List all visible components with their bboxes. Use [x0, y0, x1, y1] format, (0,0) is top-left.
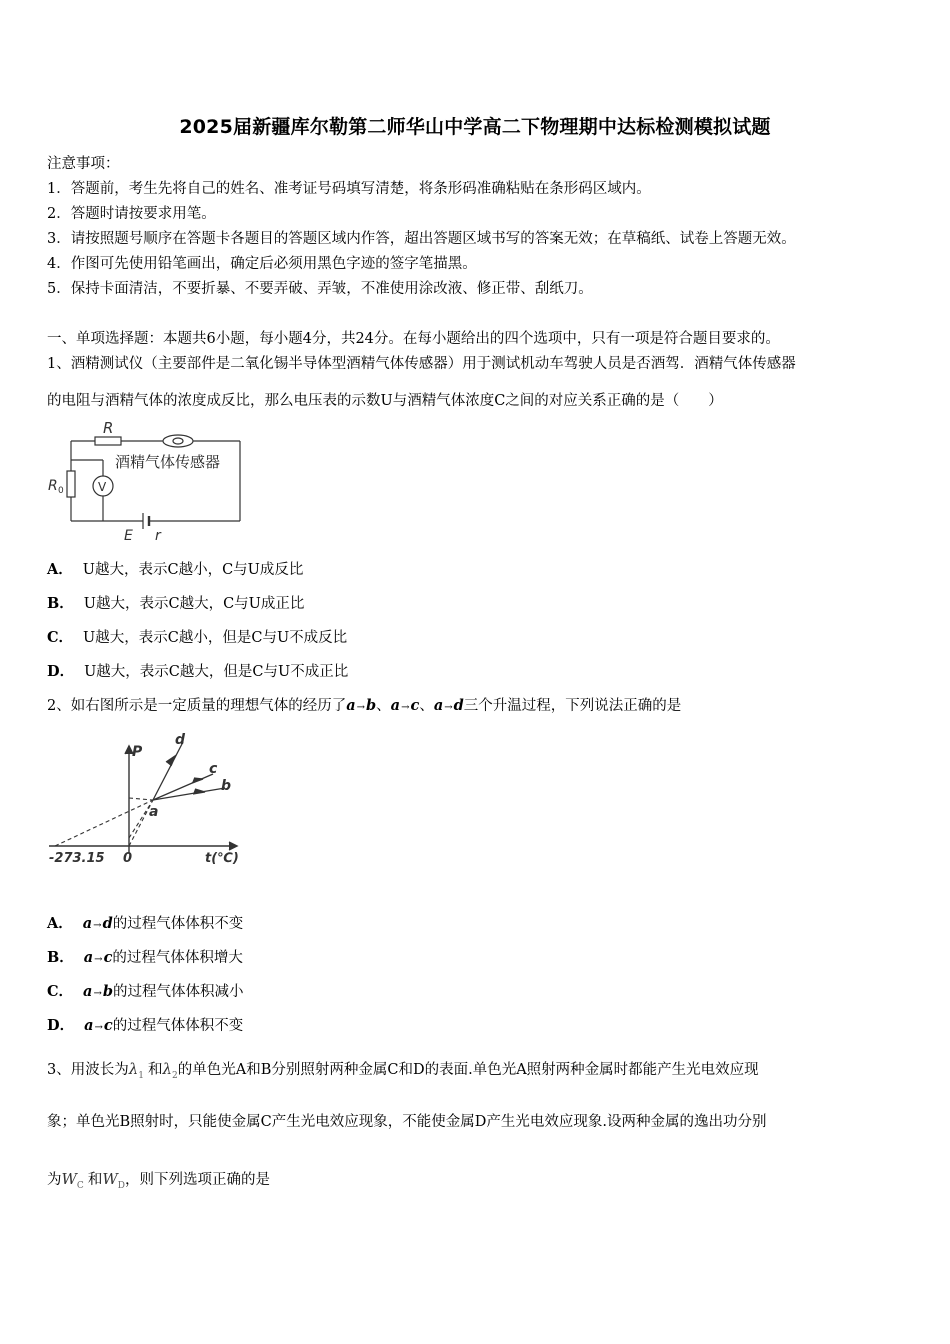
- q2-option-b[interactable]: B． a→c的过程气体体积增大: [47, 949, 243, 966]
- q1-label-r0: R: [48, 478, 58, 494]
- q1-label-r0-sub: 0: [58, 486, 64, 496]
- q2-option-a[interactable]: A． a→d的过程气体体积不变: [47, 915, 244, 932]
- q1-stem-line1: 1、酒精测试仪（主要部件是二氧化锡半导体型酒精气体传感器）用于测试机动车驾驶人员是否酒驾．酒精气体传感器: [47, 356, 796, 372]
- q1-label-r-internal: r: [155, 528, 161, 544]
- notice-item-4: 4．作图可先使用铅笔画出，确定后必须用黑色字迹的签字笔描黑。: [47, 256, 477, 272]
- q1-stem-line2: 的电阻与酒精气体的浓度成反比，那么电压表的示数U与酒精气体浓度C之间的对应关系正确的是（ ）: [47, 393, 723, 409]
- q1-option-c[interactable]: C． U越大，表示C越小，但是C与U不成反比: [47, 629, 348, 646]
- q2-label-b: b: [221, 778, 232, 794]
- notice-item-2: 2．答题时请按要求用笔。: [47, 206, 216, 222]
- notice-item-3: 3．请按照题号顺序在答题卡各题目的答题区域内作答，超出答题区域书写的答案无效；在草稿纸、试卷上答题无效。: [47, 231, 796, 247]
- q1-label-e: E: [124, 528, 133, 544]
- q1-option-d[interactable]: D． U越大，表示C越大，但是C与U不成正比: [47, 663, 349, 680]
- notice-heading: 注意事项：: [47, 156, 120, 172]
- q2-label-p: P: [132, 744, 143, 760]
- q2-option-c[interactable]: C． a→b的过程气体体积减小: [47, 983, 244, 1000]
- q1-option-a[interactable]: A． U越大，表示C越小，C与U成反比: [47, 561, 304, 578]
- q1-label-sensor: 酒精气体传感器: [115, 453, 221, 471]
- q2-label-a: a: [149, 804, 159, 820]
- q2-pt-graph: [45, 728, 245, 873]
- q1-option-b[interactable]: B． U越大，表示C越大，C与U成正比: [47, 595, 305, 612]
- q2-label-c: c: [209, 761, 218, 777]
- q2-label-zero: 0: [123, 851, 133, 866]
- q2-label-t: t(℃): [205, 851, 239, 866]
- q3-stem-line1: 3、用波长为$\lambda_1$ 和$\lambda_2$的单色光A和B分别照射两种金属C和D的表面.单色光A照射两种金属时都能产生光电效应现: [47, 1060, 759, 1081]
- notice-item-1: 1．答题前，考生先将自己的姓名、准考证号码填写清楚，将条形码准确粘贴在条形码区域内。: [47, 181, 651, 197]
- notice-item-5: 5．保持卡面清洁，不要折暴、不要弄破、弄皱，不准使用涂改液、修正带、刮纸刀。: [47, 281, 593, 297]
- q1-label-v: V: [98, 480, 107, 494]
- page-title: 2025届新疆库尔勒第二师华山中学高二下物理期中达标检测模拟试题: [179, 116, 771, 138]
- q2-label-neg: -273.15: [49, 851, 105, 866]
- q2-stem: 2、如右图所示是一定质量的理想气体的经历了a→b、a→c、a→d三个升温过程，下列说法正确的是: [47, 697, 682, 714]
- q3-stem-line2: 象；单色光B照射时，只能使金属C产生光电效应现象，不能使金属D产生光电效应现象.设两种金属的逸出功分别: [47, 1114, 767, 1130]
- section-heading: 一、单项选择题：本题共6小题，每小题4分，共24分。在每小题给出的四个选项中，只有一项是符合题目要求的。: [47, 331, 780, 347]
- q3-stem-line3: 为$W_C$ 和$W_D$，则下列选项正确的是: [47, 1170, 270, 1191]
- q2-option-d[interactable]: D． a→c的过程气体体积不变: [47, 1017, 244, 1034]
- q2-label-d: d: [175, 732, 186, 748]
- q1-label-r: R: [103, 419, 114, 437]
- q1-circuit-diagram: [45, 415, 250, 545]
